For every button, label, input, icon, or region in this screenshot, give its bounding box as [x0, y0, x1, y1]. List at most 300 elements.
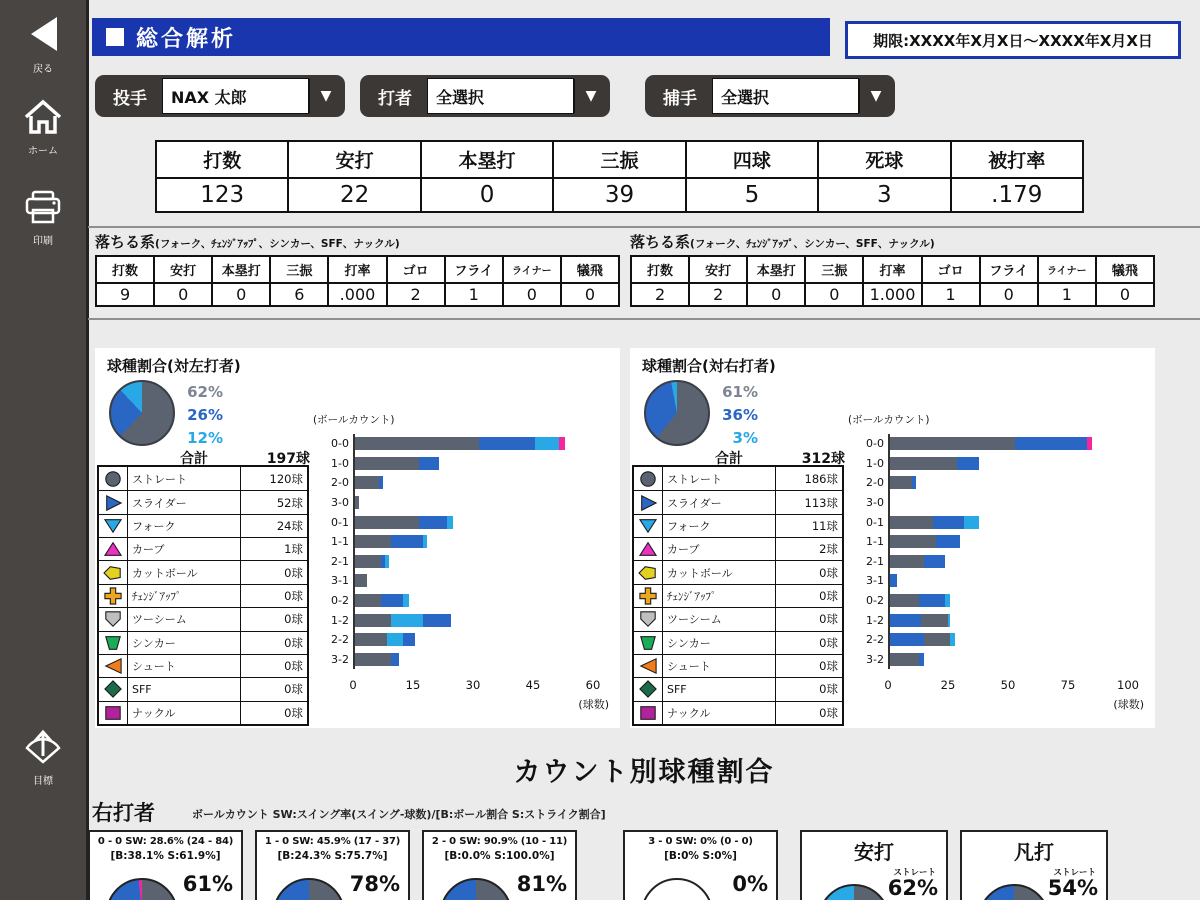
pitch-list-row [99, 701, 307, 724]
pitch-list-row [634, 631, 842, 654]
pitch-count: 113球 [804, 495, 838, 510]
pitch-label: カットボール [128, 561, 241, 583]
pitch-panel-vs-right [630, 348, 1155, 728]
bar [355, 516, 453, 529]
bar-segment [355, 457, 419, 470]
pitch-icon-cell [99, 585, 128, 607]
drop-pitch-table-right [630, 231, 1155, 307]
pitch-list-row [634, 537, 842, 560]
pitch-label: ﾁｪﾝｼﾞｱｯﾌﾟ [128, 585, 241, 607]
pitch-list-row [634, 701, 842, 724]
pitch-list-row [634, 514, 842, 537]
bar-segment [936, 535, 960, 548]
drop-value-cell: 2 [690, 284, 746, 305]
pie-percent-label: 26% [187, 406, 223, 424]
pie-percent-label: 36% [722, 406, 758, 424]
pitch-label: ツーシーム [663, 608, 776, 630]
bar [890, 457, 979, 470]
count-panel-pie [641, 878, 713, 900]
field-button[interactable] [0, 722, 86, 787]
pitch-label: カーブ [663, 538, 776, 560]
bar [355, 496, 359, 509]
bar-segment [950, 633, 955, 646]
x-tick-label: 0 [349, 678, 357, 692]
divider-mid [88, 318, 1200, 320]
x-tick-label: 15 [405, 678, 421, 692]
count-note: ボールカウント SW:スイング率(スイング-球数)/[B:ボール割合 S:ストライク割合] [192, 808, 606, 821]
bar-row [866, 630, 1130, 650]
bar-category-label: 0-2 [331, 594, 349, 608]
bar [890, 535, 960, 548]
date-range-box[interactable] [845, 21, 1181, 59]
shoot-icon [102, 657, 124, 675]
pitch-icon-cell [99, 561, 128, 583]
bar-segment [403, 594, 409, 607]
dropdown-arrow-icon[interactable]: ▼ [309, 79, 342, 113]
bar [890, 633, 955, 646]
pitch-icon-cell [634, 538, 663, 560]
bar-row [331, 610, 595, 630]
result-panel-percent: 62% [887, 876, 938, 900]
bar-row [866, 454, 1130, 474]
pitch-icon-cell [99, 538, 128, 560]
knuckle-icon [637, 704, 659, 722]
bar-segment [381, 594, 403, 607]
fork-icon [637, 517, 659, 535]
pitch-icon-cell [634, 655, 663, 677]
drop-value-cell: 1 [923, 284, 979, 305]
summary-value-cell: 0 [422, 179, 552, 211]
shoot-icon [637, 657, 659, 675]
bar [890, 614, 950, 627]
bar-category-label: 2-2 [866, 633, 884, 647]
pitch-panel-title: 球種割合(対左打者) [107, 357, 241, 375]
pitch-count: 0球 [819, 635, 838, 650]
bar-segment [890, 633, 924, 646]
bar-category-label: 0-0 [331, 437, 349, 451]
result-panel-percent: 54% [1047, 876, 1098, 900]
bar [355, 535, 427, 548]
page-title: 総合解析 [136, 26, 237, 52]
drop-value-cell: 1 [1039, 284, 1095, 305]
bar-segment [355, 555, 381, 568]
pitch-count: 1球 [284, 542, 303, 557]
bar-segment [355, 653, 391, 666]
bar-row [331, 493, 595, 513]
filter-value[interactable]: 全選択 [427, 78, 574, 114]
bar-row [331, 532, 595, 552]
pitch-count: 0球 [284, 635, 303, 650]
curve-icon [637, 540, 659, 558]
changeup-icon [102, 587, 124, 605]
home-button[interactable] [0, 98, 86, 157]
bar-category-label: 1-1 [866, 535, 884, 549]
pitch-count: 120球 [269, 471, 303, 486]
bar-segment [1087, 437, 1092, 450]
x-tick-label: 60 [585, 678, 601, 692]
sff-icon [637, 680, 659, 698]
pitch-icon-cell [99, 515, 128, 537]
bar-segment [419, 457, 439, 470]
drop-header-cell: 犠飛 [562, 257, 618, 282]
summary-value-cell: 22 [289, 179, 419, 211]
bar-segment [391, 653, 399, 666]
pitch-count: 0球 [819, 659, 838, 674]
summary-value-cell: 39 [554, 179, 684, 211]
chart-x-ticks [884, 678, 1139, 692]
pitch-count: 0球 [284, 705, 303, 720]
drop-value-cell: 1 [446, 284, 502, 305]
dropdown-arrow-icon[interactable]: ▼ [574, 79, 607, 113]
drop-value-cell: 0 [155, 284, 211, 305]
pitch-count: 0球 [284, 588, 303, 603]
drop-header-cell: ゴロ [923, 257, 979, 282]
pitch-label: SFF [128, 678, 241, 700]
bar-segment [890, 516, 933, 529]
bar-category-label: 3-1 [331, 574, 349, 588]
count-panel-percent: 0% [732, 872, 768, 896]
pitch-count: 0球 [819, 612, 838, 627]
bar-row [866, 571, 1130, 591]
drop-value-cell: 0 [504, 284, 560, 305]
result-panel-title: 安打 [854, 840, 894, 864]
drop-header-cell: ゴロ [388, 257, 444, 282]
filter-2[interactable] [645, 75, 895, 117]
bar-segment [948, 614, 950, 627]
pitch-list [632, 465, 844, 726]
bar-segment [479, 437, 535, 450]
bar [355, 437, 565, 450]
bar-segment [447, 516, 453, 529]
drop-table [95, 255, 620, 307]
pitch-count: 0球 [819, 682, 838, 697]
home-icon [22, 98, 64, 136]
field-upload-icon [21, 722, 65, 766]
count-panel-line2: [B:0.0% S:100.0%] [444, 850, 555, 862]
bar-segment [423, 535, 427, 548]
bar-segment [890, 476, 912, 489]
bar-segment [924, 555, 946, 568]
drop-value-cell: 2 [632, 284, 688, 305]
drop-header-cell: 三振 [806, 257, 862, 282]
filter-value[interactable]: NAX 太郎 [162, 78, 309, 114]
pitch-label: カーブ [128, 538, 241, 560]
bar-segment [355, 633, 387, 646]
bar-row [331, 630, 595, 650]
bar-segment [403, 633, 415, 646]
drop-header-cell: 本塁打 [748, 257, 804, 282]
pitch-label: ストレート [128, 467, 241, 490]
pitch-icon-cell [99, 702, 128, 724]
bar-segment [355, 516, 419, 529]
back-button[interactable] [0, 14, 86, 75]
drop-header-cell: 安打 [155, 257, 211, 282]
bar-segment [391, 535, 423, 548]
bar-category-label: 1-0 [866, 456, 884, 470]
filter-0[interactable] [95, 75, 345, 117]
printer-icon [23, 190, 63, 226]
sidebar [0, 0, 89, 900]
bar-row [331, 552, 595, 572]
bar-segment [355, 476, 379, 489]
bar-segment [890, 594, 919, 607]
bar [890, 594, 950, 607]
drop-table-subtitle: (フォーク、ﾁｪﾝｼﾞｱｯﾌﾟ、シンカー、SFF、ナックル) [690, 238, 935, 250]
bar-segment [387, 633, 403, 646]
bar-category-label: 0-2 [866, 594, 884, 608]
chart-axis-title: (ボールカウント) [848, 414, 930, 426]
pitch-list-row [634, 560, 842, 583]
bar-category-label: 0-0 [866, 437, 884, 451]
chart-x-unit: (球数) [1113, 698, 1144, 711]
bar-segment [890, 457, 957, 470]
drop-header-cell: 犠飛 [1097, 257, 1153, 282]
bar-segment [355, 437, 479, 450]
pitch-label: シンカー [128, 632, 241, 654]
pitch-list-row [634, 607, 842, 630]
bar-row [866, 434, 1130, 454]
bar [890, 653, 924, 666]
pitch-count: 186球 [804, 471, 838, 486]
summary-header-cell: 本塁打 [422, 142, 552, 177]
drop-value-cell: 0 [562, 284, 618, 305]
fork-icon [102, 517, 124, 535]
chart-axis-title: (ボールカウント) [313, 414, 395, 426]
chart-x-ticks [349, 678, 601, 692]
pitch-count: 0球 [284, 565, 303, 580]
bar [355, 476, 383, 489]
pitch-panel-title: 球種割合(対右打者) [642, 357, 776, 375]
bar-segment [890, 653, 919, 666]
bar-row [866, 512, 1130, 532]
pitch-label: ツーシーム [128, 608, 241, 630]
x-tick-label: 30 [465, 678, 481, 692]
pitch-list-row [99, 537, 307, 560]
summary-value-cell: 123 [157, 179, 287, 211]
count-panel [422, 830, 577, 900]
drop-header-cell: フライ [981, 257, 1037, 282]
bar-category-label: 1-2 [331, 613, 349, 627]
count-panel-line2: [B:38.1% S:61.9%] [110, 850, 221, 862]
bar-row [331, 650, 595, 670]
bar [890, 437, 1092, 450]
drop-header-cell: 三振 [271, 257, 327, 282]
chart-plot [331, 434, 595, 669]
pitch-list-row [99, 560, 307, 583]
bar-category-label: 1-1 [331, 535, 349, 549]
x-tick-label: 25 [940, 678, 956, 692]
count-panel [255, 830, 410, 900]
bar-row [866, 552, 1130, 572]
drop-header-cell: 本塁打 [213, 257, 269, 282]
bar-category-label: 2-2 [331, 633, 349, 647]
bar-category-label: 3-1 [866, 574, 884, 588]
bar-row [866, 473, 1130, 493]
filter-value[interactable]: 全選択 [712, 78, 859, 114]
drop-table-subtitle: (フォーク、ﾁｪﾝｼﾞｱｯﾌﾟ、シンカー、SFF、ナックル) [155, 238, 400, 250]
bar-row [866, 650, 1130, 670]
x-tick-label: 75 [1060, 678, 1076, 692]
pitch-icon-cell [634, 702, 663, 724]
bar-segment [355, 594, 381, 607]
filter-label: 打者 [378, 88, 412, 109]
drop-header-cell: 打率 [329, 257, 385, 282]
chart-plot [866, 434, 1130, 669]
pitch-icon-cell [634, 632, 663, 654]
pitch-count: 52球 [276, 495, 303, 510]
count-panel-percent: 61% [182, 872, 233, 896]
bar-segment [890, 574, 897, 587]
bar-segment [890, 437, 1015, 450]
pitch-list-row [99, 631, 307, 654]
date-range-text: 期限:XXXX年X月X日～XXXX年X月X日 [873, 31, 1153, 50]
pitch-count: 0球 [819, 565, 838, 580]
pitch-mix-pie [109, 380, 175, 446]
bar-segment [964, 516, 978, 529]
pitch-list-row [634, 490, 842, 513]
bar-segment [385, 555, 389, 568]
straight-icon [637, 470, 659, 488]
back-label: 戻る [33, 64, 53, 75]
drop-table-title: 落ちる系(フォーク、ﾁｪﾝｼﾞｱｯﾌﾟ、シンカー、SFF、ナックル) [630, 233, 935, 251]
sinker-icon [102, 634, 124, 652]
summary-header-cell: 三振 [554, 142, 684, 177]
slider-icon [102, 494, 124, 512]
count-panel-pie [273, 878, 345, 900]
filter-1[interactable] [360, 75, 610, 117]
batter-label: 右打者 [92, 801, 155, 825]
bar [890, 555, 945, 568]
total-label: 合計 [180, 451, 208, 467]
pitch-icon-cell [99, 632, 128, 654]
drop-value-cell: .000 [329, 284, 385, 305]
chart-x-unit: (球数) [578, 698, 609, 711]
summary-header-cell: 死球 [819, 142, 949, 177]
bar-segment [957, 457, 979, 470]
ball-count-chart [307, 406, 615, 721]
drop-value-cell: 0 [806, 284, 862, 305]
cutball-icon [102, 564, 124, 582]
filter-label: 投手 [113, 88, 147, 109]
drop-header-cell: 打率 [864, 257, 920, 282]
x-tick-label: 0 [884, 678, 892, 692]
bar [890, 476, 916, 489]
count-panel-line1: 2 - 0 SW: 90.9% (10 - 11) [431, 836, 568, 847]
bar-segment [919, 594, 945, 607]
total-value: 197球 [266, 451, 310, 467]
bar [355, 574, 367, 587]
drop-value-cell: 1.000 [864, 284, 920, 305]
count-panel [623, 830, 778, 900]
bar-segment [559, 437, 565, 450]
bar-category-label: 3-2 [866, 652, 884, 666]
pie-percent-label: 62% [187, 383, 223, 401]
summary-value-cell: 3 [819, 179, 949, 211]
pitch-label: ストレート [663, 467, 776, 490]
bar-row [866, 493, 1130, 513]
pitch-list-row [99, 514, 307, 537]
divider-top [88, 226, 1200, 228]
bar-category-label: 0-1 [866, 515, 884, 529]
pitch-list-row [634, 654, 842, 677]
bar-category-label: 3-0 [866, 496, 884, 510]
bar-segment [924, 633, 950, 646]
count-panel-line1: 3 - 0 SW: 0% (0 - 0) [648, 836, 753, 847]
bar-segment [945, 594, 950, 607]
result-panel-title: 凡打 [1014, 840, 1054, 864]
drop-table-title: 落ちる系(フォーク、ﾁｪﾝｼﾞｱｯﾌﾟ、シンカー、SFF、ナックル) [95, 233, 400, 251]
pitch-label: SFF [663, 678, 776, 700]
bar [890, 516, 979, 529]
drop-header-cell: ライナー [504, 257, 560, 282]
bar-row [866, 591, 1130, 611]
bar-row [331, 473, 595, 493]
pitch-list-row [99, 467, 307, 490]
count-panel-line1: 1 - 0 SW: 45.9% (17 - 37) [264, 836, 401, 847]
bar-category-label: 1-0 [331, 456, 349, 470]
pitch-icon-cell [99, 491, 128, 513]
bar-segment [355, 535, 391, 548]
print-button[interactable] [0, 190, 86, 247]
pitch-label: フォーク [663, 515, 776, 537]
pitch-panel-vs-left [95, 348, 620, 728]
bar-segment [1015, 437, 1087, 450]
ball-count-chart [842, 406, 1150, 721]
bar-segment [535, 437, 559, 450]
summary-header-cell: 四球 [687, 142, 817, 177]
total-label: 合計 [715, 451, 743, 467]
pitch-count: 0球 [284, 612, 303, 627]
drop-header-cell: 安打 [690, 257, 746, 282]
title-square-icon [106, 28, 124, 46]
pitch-list [97, 465, 309, 726]
pitch-label: シュート [128, 655, 241, 677]
pitch-count: 0球 [284, 659, 303, 674]
drop-value-cell: 0 [213, 284, 269, 305]
dropdown-arrow-icon[interactable]: ▼ [859, 79, 892, 113]
pitch-icon-cell [634, 585, 663, 607]
pitch-label: スライダー [128, 491, 241, 513]
summary-header-cell: 被打率 [952, 142, 1082, 177]
pitch-list-row [99, 490, 307, 513]
drop-value-cell: 0 [981, 284, 1037, 305]
bar-segment [379, 476, 383, 489]
pitch-list-row [99, 677, 307, 700]
count-panel-pie [106, 878, 178, 900]
pitch-icon-cell [634, 467, 663, 490]
result-panel-pie [818, 884, 890, 900]
bar [355, 614, 451, 627]
bar-segment [355, 496, 359, 509]
bar-segment [419, 516, 447, 529]
drop-value-cell: 9 [97, 284, 153, 305]
count-panel-pie [440, 878, 512, 900]
bar-category-label: 0-1 [331, 515, 349, 529]
bar-segment [355, 614, 391, 627]
bar-segment [912, 476, 917, 489]
pitch-list-row [634, 677, 842, 700]
bar-row [331, 512, 595, 532]
bar-category-label: 2-1 [331, 554, 349, 568]
pitch-list-row [634, 584, 842, 607]
x-tick-label: 45 [525, 678, 541, 692]
count-panel-percent: 81% [516, 872, 567, 896]
slider-icon [637, 494, 659, 512]
pitch-label: フォーク [128, 515, 241, 537]
bar-row [331, 591, 595, 611]
bar-row [331, 434, 595, 454]
summary-value-cell: .179 [952, 179, 1082, 211]
